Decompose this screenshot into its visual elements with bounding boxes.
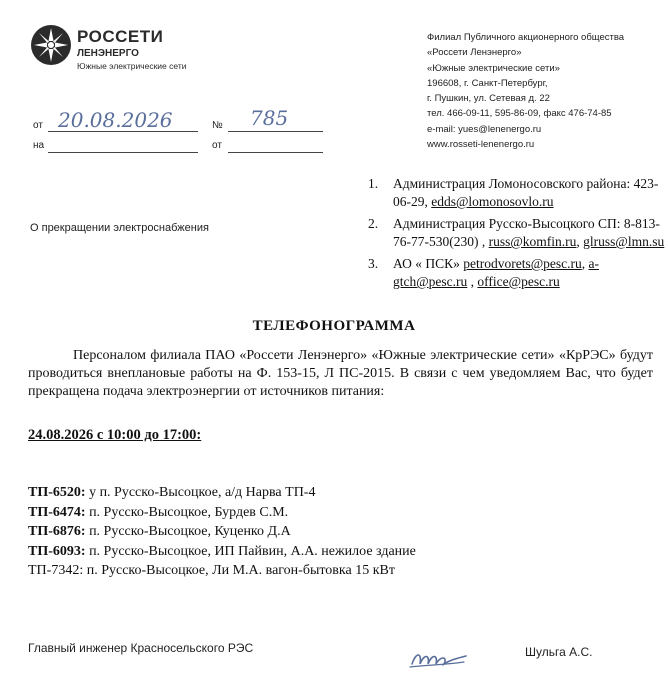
to-label: на [33,140,45,151]
substation-item [28,542,416,562]
substation-desc: п. Русско-Высоцкое, Куценко Д.А [85,524,291,539]
logo-brand: РОССЕТИ [77,27,164,46]
substation-item [28,522,416,542]
recipient-email[interactable]: edds@lomonosovlo.ru [431,194,554,209]
subject: О прекращении электроснабжения [30,222,209,234]
address-line: «Россети Ленэнерго» [427,47,522,59]
logo-branch: Южные электрические сети [77,61,187,71]
recipient-item: 2. Администрация Русско-Высоцкого СП: 8-813-76-77-530(230) , russ@komfin.ru, glruss@lmn.su [368,216,665,249]
substation-id: ТП-6876: [28,524,86,539]
substation-id: ТП-6093: [28,543,86,559]
signatory-name: Шульга А.С. [525,645,593,659]
to-line [48,152,198,153]
from-date-handwritten: 20.08.2026 [58,108,173,132]
substation-desc: п. Русско-Высоцкое, Ли М.А. вагон-бытовка 15 кВт [83,563,395,578]
address-line: «Южные электрические сети» [427,62,560,74]
substation-id: ТП-6520: [28,485,86,500]
document-title: ТЕЛЕФОНОГРАММА [252,318,416,334]
recipient-email[interactable]: glruss@lmn.su [583,234,665,249]
logo-subtitle: ЛЕНЭНЕРГО [77,48,139,59]
substation-id: ТП-6474: [28,504,86,520]
recipient-number: 1. [368,176,379,191]
recipient-email[interactable]: a-gtch@pesc.ru [393,256,599,289]
address-line: 196608, г. Санкт-Петербург, [427,77,548,89]
number-line [228,131,323,132]
to-from-line [228,152,323,153]
address-line: www.rosseti-lenenergo.ru [427,139,535,151]
handwritten-signature [408,646,470,672]
substation-list [28,483,416,581]
signatory-position: Главный инженер Красносельского РЭС [28,641,254,655]
number-handwritten: 785 [250,106,289,130]
number-label: № [212,120,223,131]
recipient-text: Администрация Ломоносовского района: 423-06-29, [393,176,659,209]
recipient-text: Администрация Русско-Высоцкого СП: 8-813-76-77-530(230) , [393,216,660,249]
recipient-email[interactable]: petrodvorets@pesc.ru [463,256,582,271]
recipient-email[interactable]: russ@komfin.ru [488,234,577,249]
substation-id: ТП-7342: [28,563,84,578]
substation-item [28,503,416,523]
recipient-item: 3. АО « ПСК» petrodvorets@pesc.ru, a-gtch@pesc.ru , office@pesc.ru [368,256,599,289]
address-line: Филиал Публичного акционерного общества [427,32,625,43]
body-paragraph: Персоналом филиала ПАО «Россети Ленэнерго» «Южные электрические сети» «КрРЭС» будут проводиться внеплановые работы на Ф. 153-15, Л ПС-2015. В связи с чем уведомляем Вас, что будет прекращена подача электроэнергии от источников питания: [28,348,653,399]
substation-desc: п. Русско-Высоцкое, ИП Пайвин, А.А. нежилое здание [85,543,416,559]
recipient-item [365,175,665,211]
outage-date-range: 24.08.2026 с 10:00 до 17:00: [28,427,202,443]
recipient-text: АО « ПСК» [393,256,464,271]
recipient-number: 3. [368,256,379,271]
address-line: г. Пушкин, ул. Сетевая д. 22 [427,93,550,105]
from-label: от [33,120,43,131]
substation-desc: у п. Русско-Высоцкое, а/д Нарва ТП-4 [85,485,316,500]
address-line: тел. 466-09-11, 595-86-09, факс 476-74-85 [427,108,612,120]
company-logo [30,24,190,94]
recipient-email[interactable]: office@pesc.ru [477,274,560,289]
recipients-list [365,175,665,291]
address-line: e-mail: yues@lenenergo.ru [427,123,542,135]
to-from-label: от [212,140,222,151]
substation-item [28,483,416,503]
recipient-number: 2. [368,216,379,231]
org-address [427,30,657,152]
substation-item [28,561,416,581]
substation-desc: п. Русско-Высоцкое, Бурдев С.М. [85,504,289,520]
rosseti-logo-icon [30,24,72,66]
